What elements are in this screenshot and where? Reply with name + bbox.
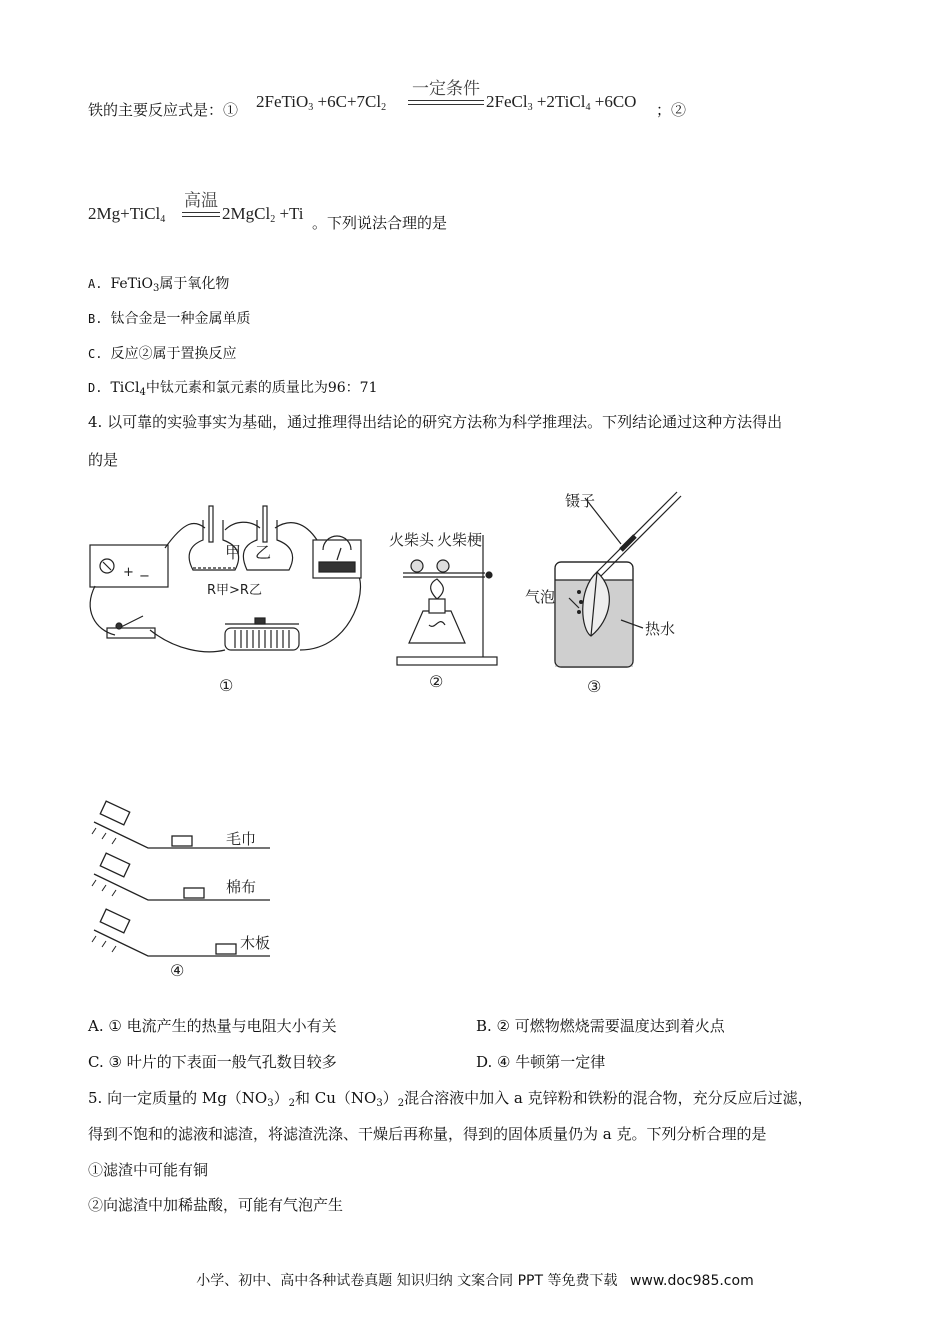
q3-option-d: D. TiCl$_4$中钛元素和氯元素的质量比为96：71: [88, 380, 378, 398]
fig3-hot-water-label: 热水: [645, 620, 676, 638]
equation-2-tail: 。下列说法合理的是: [312, 214, 448, 232]
figure-1-circuit: [85, 500, 385, 700]
q3-option-a: A. FeTiO$_3$属于氧化物: [88, 276, 230, 294]
fig4-towel-label: 毛巾: [226, 830, 257, 848]
q3-intro: 铁的主要反应式是：①: [88, 101, 239, 119]
equation-1-arrow: [408, 74, 484, 105]
power-plus: +: [123, 565, 134, 580]
svg-text:−: −: [139, 569, 150, 584]
fig2-match-stem-label: 火柴梗: [437, 531, 483, 549]
equation-2-condition: 高温: [184, 191, 218, 211]
fig4-number: ④: [170, 961, 185, 980]
figure-2-match-heating: [385, 505, 505, 700]
equation-1-tail: ；②: [656, 101, 687, 119]
fig3-bubble-label: 气泡: [525, 588, 556, 606]
fig4-wood-label: 木板: [240, 934, 271, 952]
q4-stem-line1: 4. 以可靠的实验事实为基础，通过推理得出结论的研究方法称为科学推理法。下列结论通过这种方法得出: [88, 413, 783, 431]
equation-1-left: 2FeTiO$_3$ $+6C+7Cl_2$: [256, 92, 387, 113]
q4-option-a: A. ① 电流产生的热量与电阻大小有关: [88, 1017, 337, 1035]
q4-stem-line2: 的是: [88, 451, 119, 469]
equation-2-arrow: [182, 186, 220, 217]
footer-text: 小学、初中、高中各种试卷真题 知识归纳 文案合同 PPT 等免费下载: [196, 1273, 618, 1289]
fig1-resistance-label: R甲>R乙: [207, 583, 262, 598]
q5-stem-line2: 得到不饱和的滤液和滤渣，将滤渣洗涤、干燥后再称量，得到的固体质量仍为 a 克。下列分析合理的是: [88, 1125, 767, 1143]
equation-2-right: 2MgCl$_2$ +Ti: [222, 204, 304, 225]
footer-site-link[interactable]: www.doc985.com: [629, 1273, 754, 1289]
q3-option-b: B. 钛合金是一种金属单质: [88, 311, 251, 327]
fig1-label-jia: 甲: [225, 543, 242, 562]
q3-option-c: C. 反应②属于置换反应: [88, 346, 237, 362]
q4-option-d: D. ④ 牛顿第一定律: [476, 1053, 606, 1071]
q4-option-b: B. ② 可燃物燃烧需要温度达到着火点: [476, 1017, 725, 1035]
fig3-tweezer-label: 镊子: [565, 492, 596, 510]
fig4-cotton-label: 棉布: [226, 878, 257, 896]
figure-4-incline-surfaces: [90, 800, 300, 985]
q5-item-1: ①滤渣中可能有铜: [88, 1161, 209, 1179]
q4-option-c: C. ③ 叶片的下表面一般气孔数目较多: [88, 1053, 337, 1071]
fig1-number: ①: [219, 676, 234, 695]
fig2-number: ②: [429, 672, 444, 691]
fig3-number: ③: [587, 677, 602, 696]
page-footer: [0, 1270, 950, 1290]
equation-2-left: 2Mg+TiCl$_4$: [88, 204, 166, 225]
q5-stem-line1: 5. 向一定质量的 $Mg(NO_3)_2$和 $Cu(NO_3)_2$混合溶液中加入 a 克锌粉和铁粉的混合物，充分反应后过滤，: [88, 1089, 813, 1109]
fig2-match-head-label: 火柴头: [389, 531, 435, 549]
q5-item-2: ②向滤渣中加稀盐酸，可能有气泡产生: [88, 1196, 344, 1214]
equation-1-condition: 一定条件: [412, 79, 480, 99]
fig1-label-yi: 乙: [255, 543, 272, 562]
figure-3-leaf-hot-water: [525, 480, 705, 700]
equation-1-right: 2FeCl$_3$ +2TiCl$_4$ +6CO: [486, 92, 637, 113]
